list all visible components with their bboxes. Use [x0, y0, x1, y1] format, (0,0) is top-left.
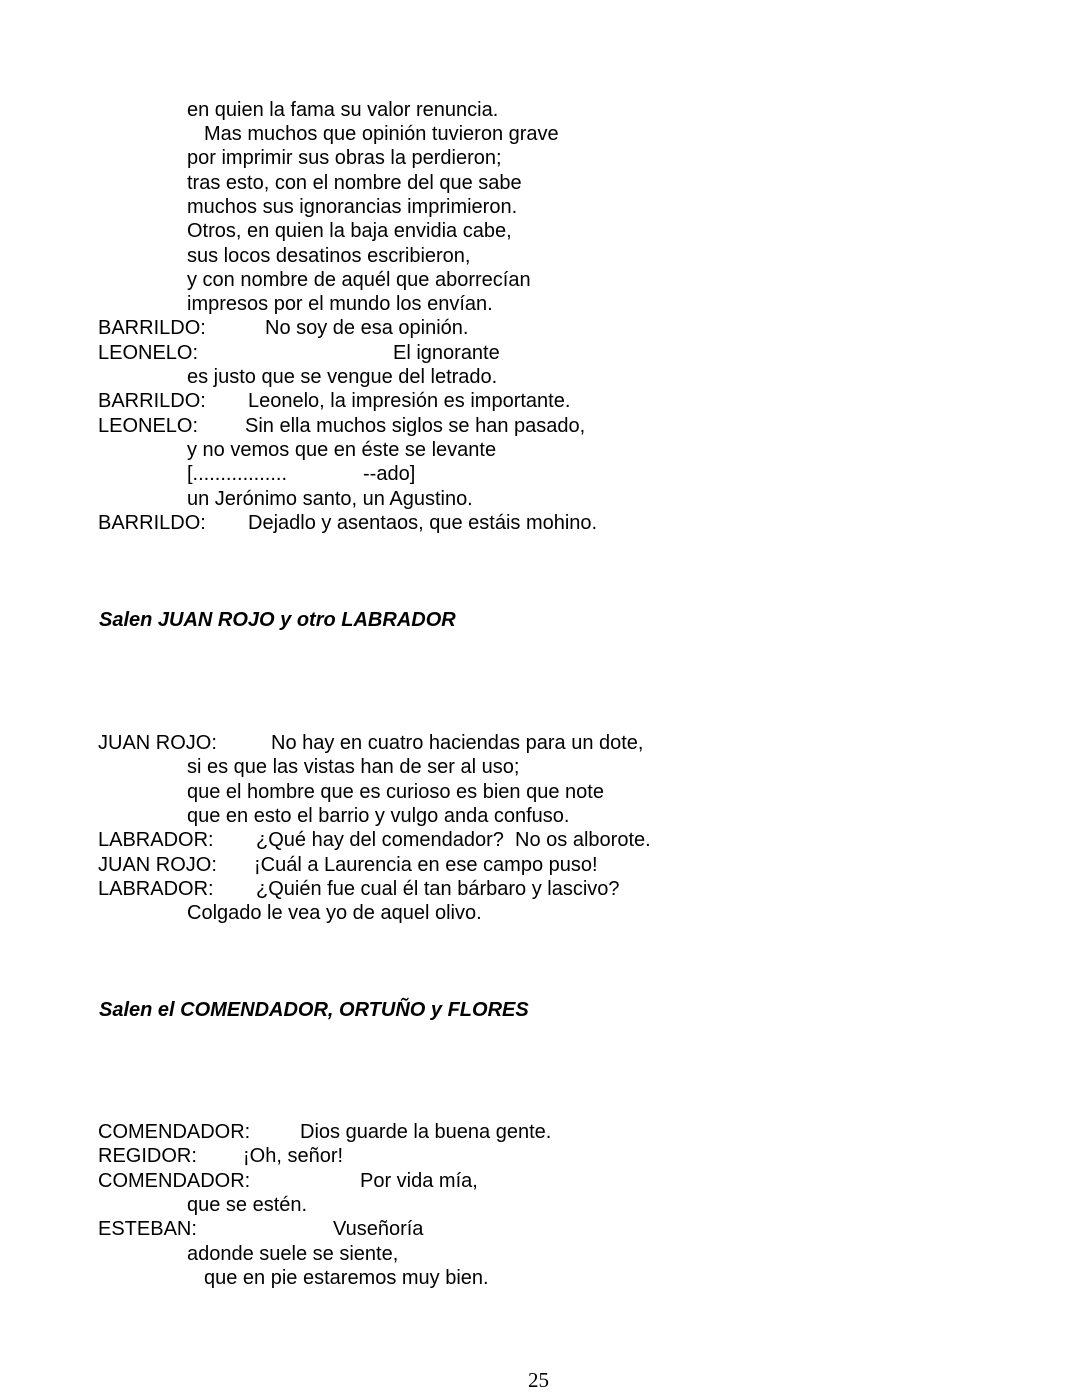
dialogue-line: El ignorante — [393, 342, 500, 364]
speaker-name: BARRILDO: — [98, 317, 206, 339]
dialogue-line: que en pie estaremos muy bien. — [204, 1267, 489, 1289]
dialogue-line: Leonelo, la impresión es importante. — [248, 390, 571, 412]
dialogue-line: ¡Cuál a Laurencia en ese campo puso! — [254, 854, 598, 876]
speaker-name: LABRADOR: — [98, 878, 214, 900]
stage-direction: Salen el COMENDADOR, ORTUÑO y FLORES — [99, 999, 529, 1021]
speaker-name: LEONELO: — [98, 342, 199, 364]
dialogue-line: Por vida mía, — [360, 1170, 478, 1192]
dialogue-line: No soy de esa opinión. — [265, 317, 469, 339]
dialogue-line: Dejadlo y asentaos, que estáis mohino. — [248, 512, 598, 534]
verse-line: por imprimir sus obras la perdieron; — [187, 147, 502, 169]
verse-line: en quien la fama su valor renuncia. — [187, 99, 499, 121]
dialogue-line: que en esto el barrio y vulgo anda confuso. — [187, 805, 570, 827]
dialogue-line: un Jerónimo santo, un Agustino. — [187, 488, 473, 510]
lacuna-start: [................. — [187, 463, 288, 485]
speaker-name: LEONELO: — [98, 415, 199, 437]
speaker-name: BARRILDO: — [98, 390, 206, 412]
speaker-name: COMENDADOR: — [98, 1121, 251, 1143]
dialogue-line: No hay en cuatro haciendas para un dote, — [271, 732, 644, 754]
speaker-name: REGIDOR: — [98, 1145, 197, 1167]
lacuna-end: --ado] — [363, 463, 416, 485]
speaker-name: LABRADOR: — [98, 829, 214, 851]
dialogue-line: ¿Quién fue cual él tan bárbaro y lascivo? — [256, 878, 620, 900]
verse-line: tras esto, con el nombre del que sabe — [187, 172, 522, 194]
dialogue-line: si es que las vistas han de ser al uso; — [187, 756, 520, 778]
speaker-name: BARRILDO: — [98, 512, 206, 534]
speaker-name: JUAN ROJO: — [98, 854, 217, 876]
dialogue-line: y no vemos que en éste se levante — [187, 439, 497, 461]
verse-line: muchos sus ignorancias imprimieron. — [187, 196, 518, 218]
speaker-name: ESTEBAN: — [98, 1218, 197, 1240]
verse-line: Otros, en quien la baja envidia cabe, — [187, 220, 512, 242]
verse-line: y con nombre de aquél que aborrecían — [187, 269, 531, 291]
page-number: 25 — [528, 1368, 549, 1392]
stage-direction: Salen JUAN ROJO y otro LABRADOR — [99, 609, 456, 631]
dialogue-line: Dios guarde la buena gente. — [300, 1121, 552, 1143]
dialogue-line: Vuseñoría — [333, 1218, 424, 1240]
dialogue-line: ¿Qué hay del comendador? No os alborote. — [256, 829, 651, 851]
speaker-name: JUAN ROJO: — [98, 732, 217, 754]
verse-line: Mas muchos que opinión tuvieron grave — [204, 123, 559, 145]
dialogue-line: ¡Oh, señor! — [243, 1145, 344, 1167]
dialogue-line: Colgado le vea yo de aquel olivo. — [187, 902, 482, 924]
dialogue-line: adonde suele se siente, — [187, 1243, 399, 1265]
verse-line: sus locos desatinos escribieron, — [187, 245, 471, 267]
dialogue-line: Sin ella muchos siglos se han pasado, — [245, 415, 586, 437]
speaker-name: COMENDADOR: — [98, 1170, 251, 1192]
verse-line: impresos por el mundo los envían. — [187, 293, 493, 315]
dialogue-line: es justo que se vengue del letrado. — [187, 366, 498, 388]
dialogue-line: que se estén. — [187, 1194, 308, 1216]
dialogue-line: que el hombre que es curioso es bien que note — [187, 781, 604, 803]
